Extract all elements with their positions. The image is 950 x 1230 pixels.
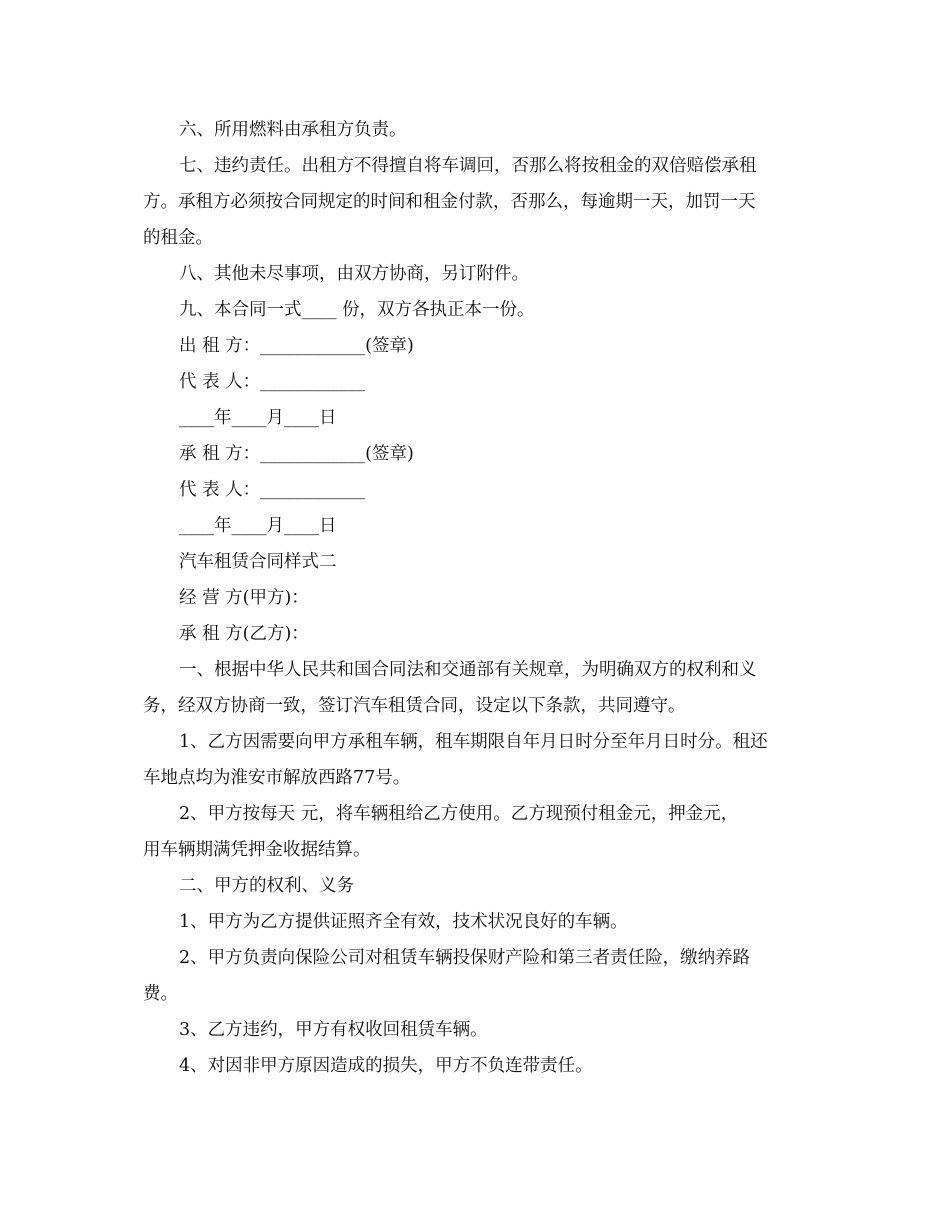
section-two-heading: 二、甲方的权利、义务 [179, 876, 354, 896]
lessor-date-line: ____年____月____日 [179, 408, 337, 428]
paragraph-breach-line-2: 方。承租方必须按合同规定的时间和租金付款，否那么，每逾期一天，加罚一天 [143, 192, 756, 212]
rights-item-3: 3、乙方违约，甲方有权收回租赁车辆。 [179, 1020, 488, 1040]
clause-1-line-1: 一、根据中华人民共和国合同法和交通部有关规章，为明确双方的权利和义 [179, 660, 757, 680]
paragraph-breach-line-3: 的租金。 [143, 228, 213, 248]
party-a-line: 经 营 方(甲方)： [179, 588, 309, 608]
paragraph-fuel: 六、所用燃料由承租方负责。 [179, 120, 407, 140]
rights-item-2-line-1: 2、甲方负责向保险公司对租赁车辆投保财产险和第三者责任险，缴纳养路 [179, 948, 751, 968]
party-b-line: 承 租 方(乙方)： [179, 624, 309, 644]
rights-item-1: 1、甲方为乙方提供证照齐全有效，技术状况良好的车辆。 [179, 912, 628, 932]
item-2-line-2: 用车辆期满凭押金收据结算。 [143, 840, 371, 860]
rights-item-4: 4、对因非甲方原因造成的损失，甲方不负连带责任。 [179, 1056, 593, 1076]
clause-1-line-2: 务，经双方协商一致，签订汽车租赁合同，设定以下条款，共同遵守。 [143, 696, 686, 716]
lessee-signature-line: 承 租 方：____________(签章) [179, 444, 414, 464]
lessor-signature-line: 出 租 方：____________(签章) [179, 336, 414, 356]
item-1-line-1: 1、乙方因需要向甲方承租车辆，租车期限自年月日时分至年月日时分。租还 [179, 732, 768, 752]
section-title-template-2: 汽车租赁合同样式二 [179, 552, 337, 572]
paragraph-copies: 九、本合同一式____ 份，双方各执正本一份。 [179, 300, 535, 320]
paragraph-breach-line-1: 七、违约责任。出租方不得擅自将车调回，否那么将按租金的双倍赔偿承租 [179, 156, 757, 176]
lessee-representative-line: 代 表 人：____________ [179, 480, 366, 500]
document-body [143, 112, 813, 1084]
rights-item-2-line-2: 费。 [143, 984, 178, 1004]
paragraph-other-matters: 八、其他未尽事项，由双方协商，另订附件。 [179, 264, 529, 284]
item-1-line-2: 车地点均为淮安市解放西路77号。 [143, 768, 411, 788]
lessor-representative-line: 代 表 人：____________ [179, 372, 366, 392]
lessee-date-line: ____年____月____日 [179, 516, 337, 536]
item-2-line-1: 2、甲方按每天 元，将车辆租给乙方使用。乙方现预付租金元，押金元， [179, 804, 739, 824]
